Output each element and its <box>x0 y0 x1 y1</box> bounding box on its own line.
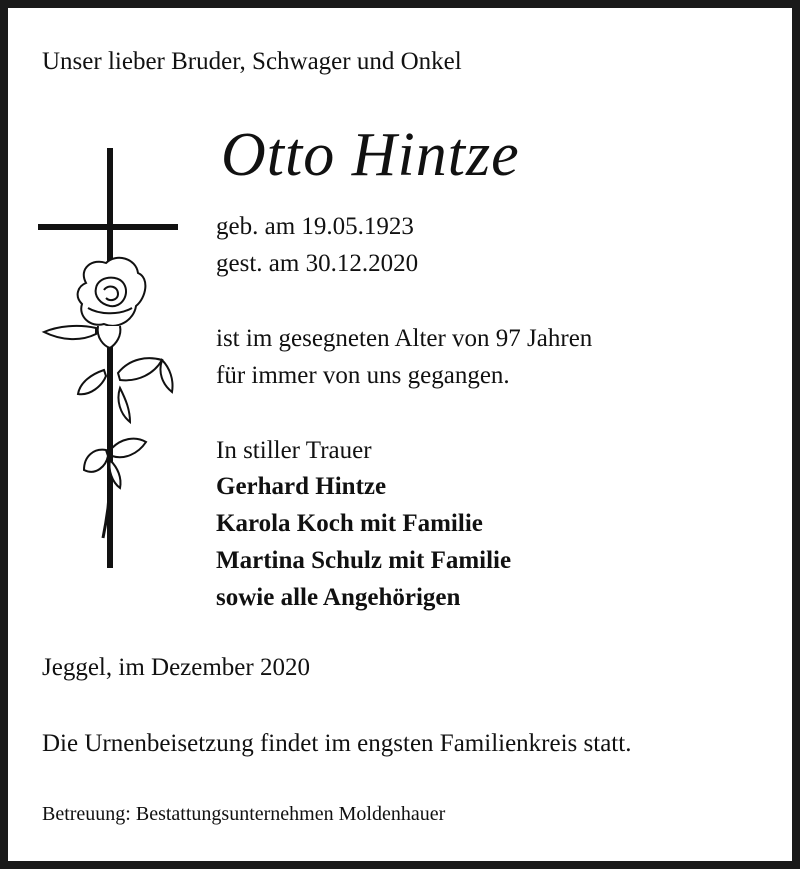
passing-message <box>216 320 592 394</box>
mourner-item: sowie alle Angehörigen <box>216 584 461 611</box>
mourner-item: Karola Koch mit Familie <box>216 510 483 537</box>
mourning-heading: In stiller Trauer <box>216 437 372 464</box>
intro-text: Unser lieber Bruder, Schwager und Onkel <box>42 48 462 75</box>
cross-rose-emblem <box>38 148 188 578</box>
place-date: Jeggel, im Dezember 2020 <box>42 654 310 681</box>
funeral-home-credit: Betreuung: Bestattungsunternehmen Moldenhauer <box>42 803 446 825</box>
urn-notice: Die Urnenbeisetzung findet im engsten Familienkreis statt. <box>42 730 632 757</box>
death-date: gest. am 30.12.2020 <box>216 250 419 277</box>
mourner-item: Gerhard Hintze <box>216 473 387 500</box>
message-line-1: ist im gesegneten Alter von 97 Jahren <box>216 325 593 352</box>
mourners-list <box>216 468 511 616</box>
birth-date: geb. am 19.05.1923 <box>216 213 414 240</box>
message-line-2: für immer von uns gegangen. <box>216 362 510 389</box>
deceased-name: Otto Hintze <box>221 121 520 189</box>
life-dates <box>216 208 418 282</box>
mourner-item: Martina Schulz mit Familie <box>216 547 512 574</box>
